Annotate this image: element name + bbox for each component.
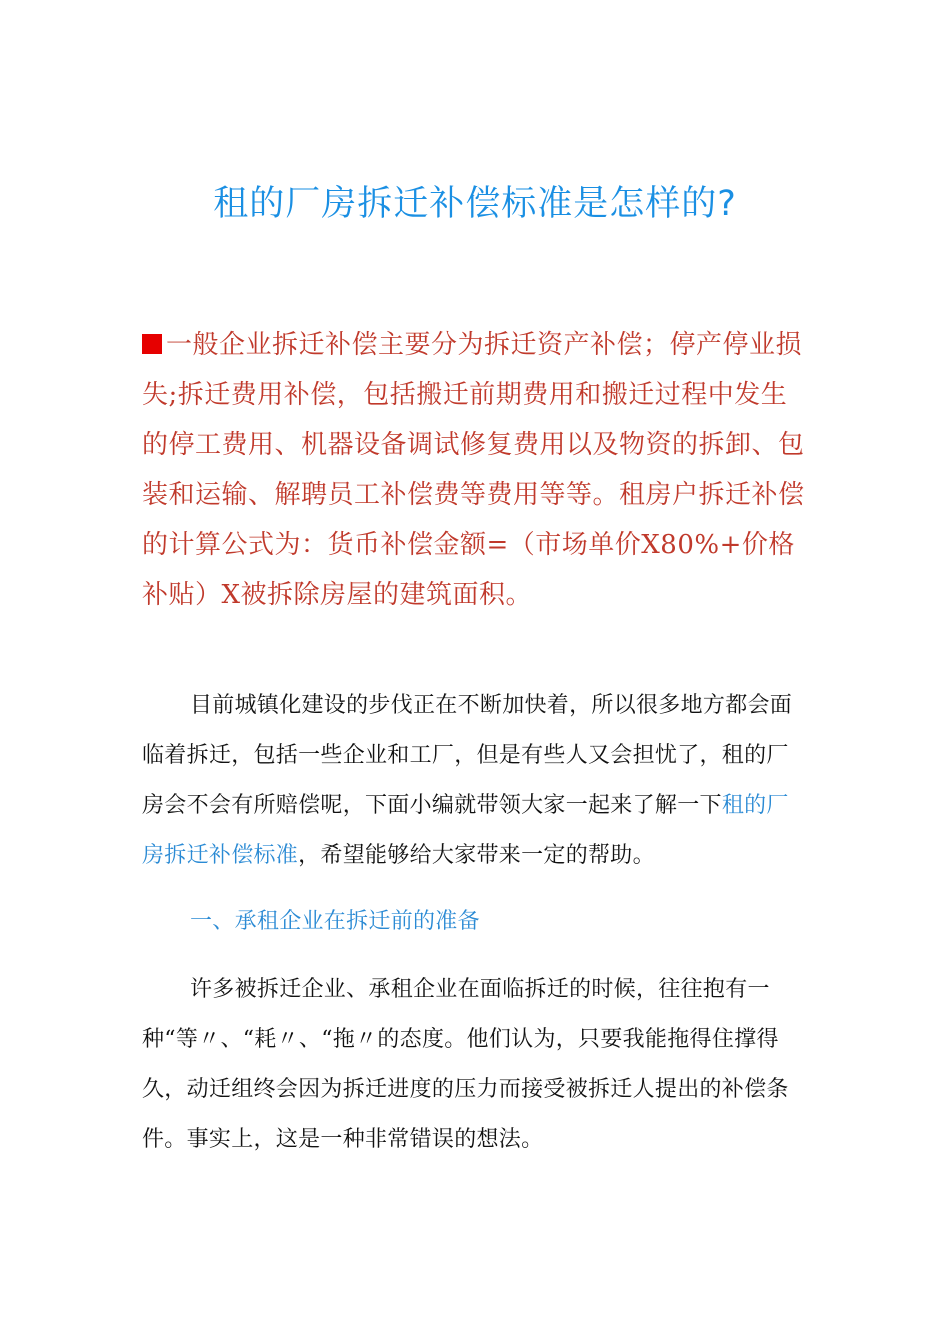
summary-text: 一般企业拆迁补偿主要分为拆迁资产补偿；停产停业损失;拆迁费用补偿，包括搬迁前期费用和搬迁过程中发生的停工费用、机器设备调试修复费用以及物资的拆卸、包装和运输、解聘员工补偿费等费用等等。租房户拆迁补偿的计算公式为：货币补偿金额=（市场单价X80%+价格补贴）X被拆除房屋的建筑面积。 [142, 330, 805, 610]
compensation-standard-link[interactable]: 租的厂房拆迁补偿标准 [142, 793, 789, 868]
page-title: 租的厂房拆迁补偿标准是怎样的? [213, 184, 737, 224]
intro-text-after-link: ，希望能够给大家带来一定的帮助。 [298, 843, 655, 868]
section-paragraph: 许多被拆迁企业、承租企业在面临拆迁的时候，往往抱有一种“等〃、“耗〃、“拖〃的态度。他们认为，只要我能拖得住撑得久，动迁组终会因为拆迁进度的压力而接受被拆迁人提出的补偿条件。事实上，这是一种非常错误的想法。 [142, 977, 789, 1152]
intro-paragraph [142, 681, 802, 881]
intro-text-before-link: 目前城镇化建设的步伐正在不断加快着，所以很多地方都会面临着拆迁，包括一些企业和工厂，但是有些人又会担忧了，租的厂房会不会有所赔偿呢，下面小编就带领大家一起来了解一下 [142, 693, 793, 818]
summary-paragraph [142, 320, 810, 620]
red-square-bullet-icon [142, 334, 162, 354]
section-heading: 一、承租企业在拆迁前的准备 [190, 909, 480, 934]
